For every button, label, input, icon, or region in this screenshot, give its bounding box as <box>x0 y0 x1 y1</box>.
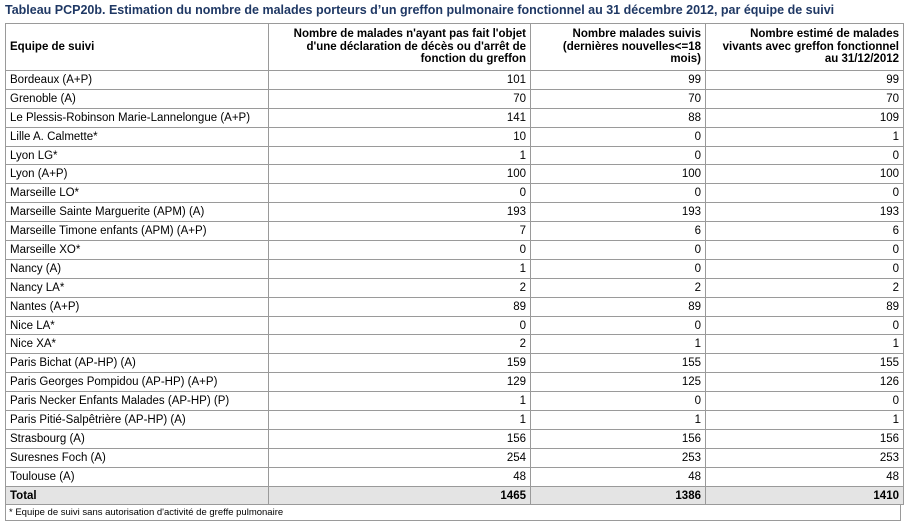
team-cell: Nice XA* <box>6 335 269 354</box>
table-row <box>6 373 904 392</box>
value-cell-c2: 1 <box>531 335 706 354</box>
team-cell: Lille A. Calmette* <box>6 127 269 146</box>
table-row <box>6 222 904 241</box>
value-cell-c3: 0 <box>706 392 904 411</box>
value-cell-c1: 1 <box>269 411 531 430</box>
table-row <box>6 354 904 373</box>
team-cell: Paris Bichat (AP-HP) (A) <box>6 354 269 373</box>
team-cell: Marseille LO* <box>6 184 269 203</box>
header-col2: Nombre malades suivis (dernières nouvelles<=18 mois) <box>531 24 706 71</box>
table-row <box>6 184 904 203</box>
header-team: Equipe de suivi <box>6 24 269 71</box>
value-cell-c1: 89 <box>269 297 531 316</box>
value-cell-c3: 0 <box>706 259 904 278</box>
value-cell-c3: 2 <box>706 278 904 297</box>
value-cell-c3: 193 <box>706 203 904 222</box>
table-row <box>6 392 904 411</box>
value-cell-c3: 0 <box>706 316 904 335</box>
table-row <box>6 429 904 448</box>
table-title: Tableau PCP20b. Estimation du nombre de malades porteurs d’un greffon pulmonaire fonctionnel au 31 décembre 2012, par équipe de suivi <box>5 3 835 17</box>
value-cell-c1: 193 <box>269 203 531 222</box>
table-row <box>6 278 904 297</box>
value-cell-c3: 70 <box>706 89 904 108</box>
team-cell: Paris Pitié-Salpêtrière (AP-HP) (A) <box>6 411 269 430</box>
value-cell-c2: 0 <box>531 241 706 260</box>
value-cell-c1: 100 <box>269 165 531 184</box>
value-cell-c2: 89 <box>531 297 706 316</box>
value-cell-c1: 141 <box>269 108 531 127</box>
value-cell-c2: 88 <box>531 108 706 127</box>
value-cell-c2: 70 <box>531 89 706 108</box>
value-cell-c1: 0 <box>269 316 531 335</box>
team-cell: Lyon LG* <box>6 146 269 165</box>
value-cell-c1: 159 <box>269 354 531 373</box>
value-cell-c1: 7 <box>269 222 531 241</box>
value-cell-c2: 155 <box>531 354 706 373</box>
value-cell-c1: 1465 <box>269 486 531 505</box>
value-cell-c3: 48 <box>706 467 904 486</box>
value-cell-c1: 1 <box>269 259 531 278</box>
table-row <box>6 297 904 316</box>
transplant-table <box>5 23 904 505</box>
value-cell-c1: 1 <box>269 392 531 411</box>
value-cell-c2: 99 <box>531 71 706 90</box>
table-row <box>6 241 904 260</box>
value-cell-c3: 0 <box>706 146 904 165</box>
value-cell-c2: 0 <box>531 184 706 203</box>
table-row <box>6 146 904 165</box>
team-cell: Nice LA* <box>6 316 269 335</box>
value-cell-c2: 0 <box>531 392 706 411</box>
value-cell-c3: 100 <box>706 165 904 184</box>
value-cell-c3: 6 <box>706 222 904 241</box>
team-cell: Suresnes Foch (A) <box>6 448 269 467</box>
value-cell-c2: 253 <box>531 448 706 467</box>
value-cell-c3: 1410 <box>706 486 904 505</box>
team-cell: Total <box>6 486 269 505</box>
table-row <box>6 127 904 146</box>
value-cell-c3: 1 <box>706 127 904 146</box>
header-row <box>6 24 904 71</box>
value-cell-c1: 10 <box>269 127 531 146</box>
value-cell-c3: 1 <box>706 335 904 354</box>
table-row <box>6 259 904 278</box>
value-cell-c1: 48 <box>269 467 531 486</box>
table-row <box>6 165 904 184</box>
value-cell-c1: 2 <box>269 278 531 297</box>
value-cell-c2: 6 <box>531 222 706 241</box>
team-cell: Nancy (A) <box>6 259 269 278</box>
value-cell-c2: 2 <box>531 278 706 297</box>
team-cell: Nancy LA* <box>6 278 269 297</box>
value-cell-c3: 155 <box>706 354 904 373</box>
value-cell-c3: 156 <box>706 429 904 448</box>
value-cell-c3: 0 <box>706 184 904 203</box>
table-row <box>6 316 904 335</box>
value-cell-c3: 126 <box>706 373 904 392</box>
table-row <box>6 448 904 467</box>
team-cell: Paris Georges Pompidou (AP-HP) (A+P) <box>6 373 269 392</box>
team-cell: Paris Necker Enfants Malades (AP-HP) (P) <box>6 392 269 411</box>
team-cell: Strasbourg (A) <box>6 429 269 448</box>
value-cell-c2: 0 <box>531 127 706 146</box>
value-cell-c3: 0 <box>706 241 904 260</box>
value-cell-c3: 109 <box>706 108 904 127</box>
value-cell-c1: 1 <box>269 146 531 165</box>
value-cell-c1: 0 <box>269 184 531 203</box>
footnote: * Equipe de suivi sans autorisation d'activité de greffe pulmonaire <box>5 504 901 521</box>
value-cell-c2: 0 <box>531 316 706 335</box>
value-cell-c1: 129 <box>269 373 531 392</box>
team-cell: Marseille Timone enfants (APM) (A+P) <box>6 222 269 241</box>
value-cell-c3: 1 <box>706 411 904 430</box>
value-cell-c1: 2 <box>269 335 531 354</box>
value-cell-c2: 193 <box>531 203 706 222</box>
value-cell-c2: 156 <box>531 429 706 448</box>
team-cell: Marseille Sainte Marguerite (APM) (A) <box>6 203 269 222</box>
value-cell-c2: 0 <box>531 146 706 165</box>
value-cell-c2: 1 <box>531 411 706 430</box>
value-cell-c1: 0 <box>269 241 531 260</box>
value-cell-c2: 1386 <box>531 486 706 505</box>
header-col1: Nombre de malades n'ayant pas fait l'objet d'une déclaration de décès ou d'arrêt de fonction du greffon <box>269 24 531 71</box>
team-cell: Marseille XO* <box>6 241 269 260</box>
table-row <box>6 108 904 127</box>
team-cell: Bordeaux (A+P) <box>6 71 269 90</box>
value-cell-c2: 48 <box>531 467 706 486</box>
table-row <box>6 335 904 354</box>
team-cell: Lyon (A+P) <box>6 165 269 184</box>
value-cell-c3: 99 <box>706 71 904 90</box>
value-cell-c1: 254 <box>269 448 531 467</box>
value-cell-c3: 253 <box>706 448 904 467</box>
value-cell-c3: 89 <box>706 297 904 316</box>
value-cell-c1: 70 <box>269 89 531 108</box>
team-cell: Le Plessis-Robinson Marie-Lannelongue (A+P) <box>6 108 269 127</box>
value-cell-c2: 125 <box>531 373 706 392</box>
value-cell-c2: 0 <box>531 259 706 278</box>
table-row <box>6 411 904 430</box>
value-cell-c1: 101 <box>269 71 531 90</box>
team-cell: Grenoble (A) <box>6 89 269 108</box>
table-row <box>6 89 904 108</box>
value-cell-c1: 156 <box>269 429 531 448</box>
team-cell: Toulouse (A) <box>6 467 269 486</box>
table-row <box>6 467 904 486</box>
table-row <box>6 71 904 90</box>
table-row <box>6 203 904 222</box>
total-row <box>6 486 904 505</box>
value-cell-c2: 100 <box>531 165 706 184</box>
header-col3: Nombre estimé de malades vivants avec greffon fonctionnel au 31/12/2012 <box>706 24 904 71</box>
team-cell: Nantes (A+P) <box>6 297 269 316</box>
